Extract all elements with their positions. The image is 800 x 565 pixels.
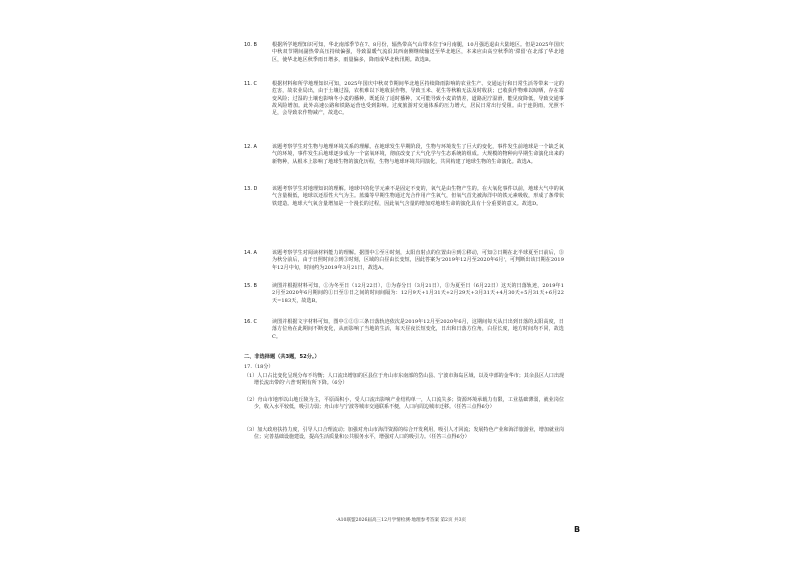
answer-17-part-1: （1）人口占比变化呈现分布不均衡；人口流出增加的区县位于舟山市东南部的岱山县、宁波市海岛区域，以及中部的金华市；其余县区人口出现增长流出带的'六普'时期有所下降。（6分）	[244, 373, 564, 387]
item-explanation: 根据材料和所学地理知识可知，2025年国庆中秋双节期间华北地区持续降雨影响的农业生产、交通运行和日常生活等带来一定的危害，故农业局出，由于土壤过湿，农机难以下地收获作物，导致玉米、花生等秋粮无法及时收获；已收获作物难以晾晒，存在霉变风险；过湿的土壤也影响冬小麦的播种，既延误了适时播种，又可能导致小麦苗情差，道路泥泞湿滑，能见度降低，导致交通事故风险增加。此外高速公路和铁路运营也受到影响。过度旅游对交通体系的压力增大，居民日常出行受阻。由于连阴雨，光照不足，会导致农作物减产，故选C。	[272, 81, 564, 117]
version-mark: B	[574, 525, 581, 534]
item-explanation: 读图并根据文字材料可知，图中①②③三条日落轨迹依次是2019年12月至2020年6月，这期间每天从日出到日落的太阳高度，日落方位角在此期间不断变化，从而影响了当地的生活，每天昼夜长短变化，日出和日落方位角，白昼长度，地方时间均不同，故选C。	[272, 319, 564, 340]
item-number: 13. D	[244, 186, 258, 192]
item-number: 14. A	[244, 250, 257, 256]
section-heading: 二、非选择题（共3题，52分。）	[244, 354, 320, 360]
answer-17-part-3: （3）加大政府扶持力度，引导人口合理流动；加强对舟山市海洋资源的综合开发利用，吸引人才回流；发展特色产业和海洋旅游业，增加就业岗位；完善基础设施建设，提高生活质量和公共服务水平，增强对人口的吸引力。（任答三点得6分）	[244, 427, 564, 441]
answer-17-part-2: （2）舟山市地形以山地丘陵为主，平原面积小，受人口流出影响产业结构单一，人口流失多；资源环境承载力有限，工业基础薄弱，就业岗位少，收入水平较低，吸引力弱；舟山市与宁波等城市交通联系不便，人口向周边城市迁移。（任答三点得6分）	[244, 397, 564, 411]
item-explanation: 该题考察学生对生物与地理环境关系的理解。在地球发生早期阶段，生物与环境发生了巨大的变化，事件发生前地球是一个缺乏氧气的环境，事件发生后地球逐步成为一个富氧环境，彻底改变了大气化学与生态系统的组成。大规模的物种向早期生命演化出来的新物种，从根本上影响了地球生物的演化历程，生物与地球环境共同演化，共同构建了地球生物的生命演化。故选A。	[272, 144, 564, 165]
answer-page	[234, 40, 568, 540]
item-number: 11. C	[244, 81, 258, 87]
question-17-label: 17.（18分）	[244, 364, 274, 370]
item-number: 16. C	[244, 319, 258, 325]
item-explanation: 该题考察学生对地理知识的理解。地球中的化学元素不是固定不变的，氧气是由生物产生的。在大氧化事件以前，地球大气中的氧气含量极低，地球以还原性大气为主。蓝藻等早期生物通过光合作用产生氧气，但氧气首先被海洋中的铁元素吸收，形成了条带状铁建造。地球大气氧含量增加是一个漫长的过程，因此氧气含量的增加对地球生命的演化具有十分重要的意义。故选D。	[272, 186, 564, 207]
item-number: 10. B	[244, 42, 257, 48]
item-explanation: 根据所学地理知识可知，华北南部季节在7、8月份，辐热带高气山带本位于9月南腿，10月强迅退由大陆地区。但是2025年国庆中秋双节期间副热带高压持续偏强，导致温暖气流沿其西南侧继续输送至华北地区，本来应由高空秋季的'滞留'在北部了华北地区，使华北地区秋季雨日增多，雨量偏多，降雨成华北秋汛期。故选B。	[272, 42, 564, 63]
item-explanation: 读图并根据材料可知，①为冬至日（12月22日），②为春分日（3月21日），③为夏至日（6月22日）这天的日落轨迹，2019年12月至2020年6月期间的①日至③日之间的时间间隔为：12月9天+1月31天+2月29天+3月31天+4月30天+5月31天+6月22天=183天，故选B。	[272, 283, 564, 304]
item-explanation: 该题考察学生对阅读材料能力的理解。据图中①至④时刻，太阳直射点的位置由④到①移动，可知②日期在北半球夏至日前后，③为秋分前后，由于日照时间②到③时刻，区域的白昼由长变短，因此答案为'2019年12月至2020年6月'，可判断出该日期在2019年12月中旬，时间约为2019年3月21日，故选A。	[272, 250, 564, 271]
page-footer: ·A10联盟2026届高三12月学情检测·地理参考答案 第2页 共3页	[335, 518, 467, 523]
item-number: 12. A	[244, 144, 257, 150]
item-number: 15. B	[244, 283, 257, 289]
